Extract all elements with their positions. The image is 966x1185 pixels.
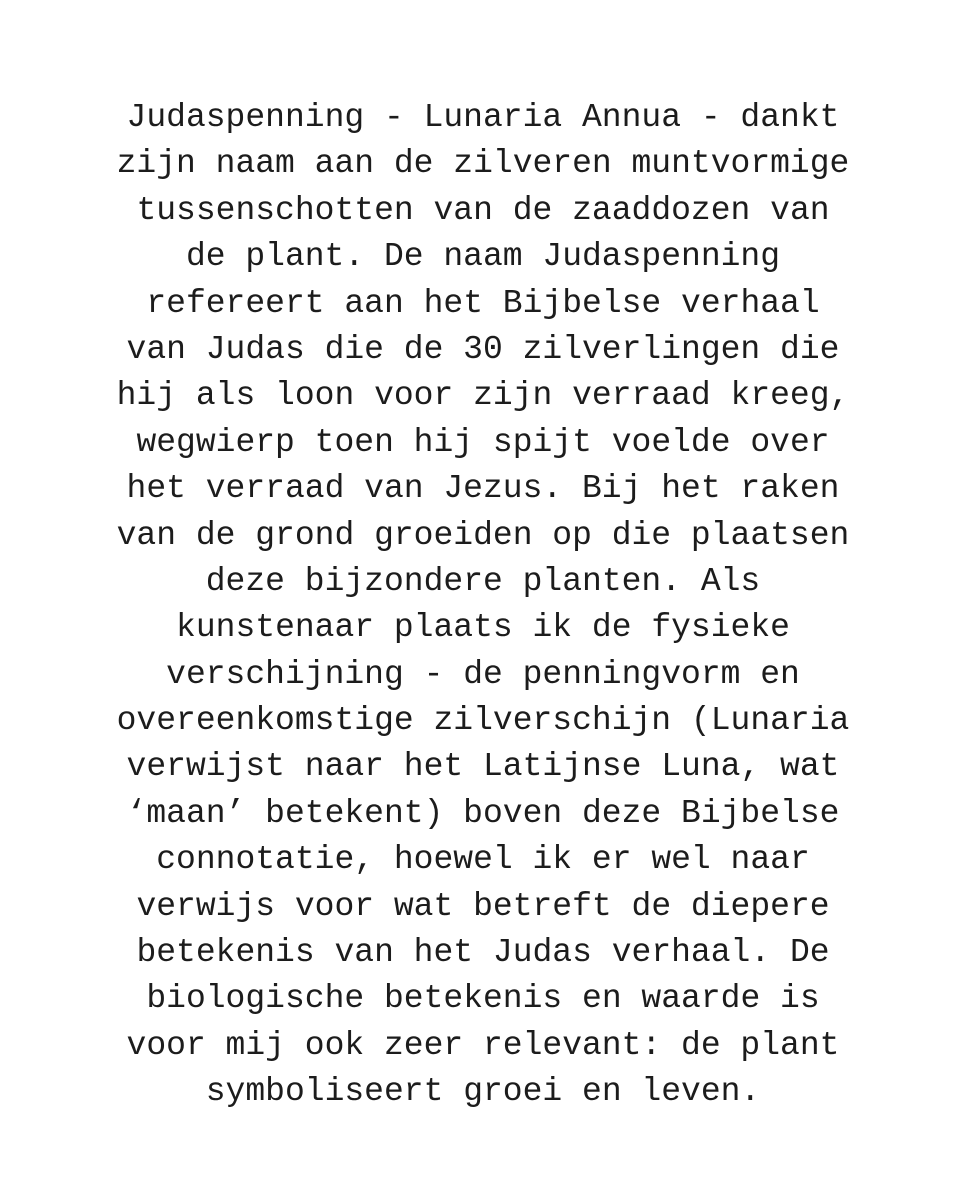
- text-line-9: het verraad van Jezus. Bij het raken: [126, 470, 840, 508]
- text-line-8: wegwierp toen hij spijt voelde over: [136, 423, 830, 461]
- text-line-15: verwijst naar het Latijnse Luna, wat: [126, 748, 840, 786]
- text-line-17: connotatie, hoewel ik er wel naar: [156, 841, 810, 879]
- text-line-2: zijn naam aan de zilveren muntvormige: [116, 145, 850, 183]
- text-line-14: overeenkomstige zilverschijn (Lunaria: [116, 702, 850, 740]
- text-line-10: van de grond groeiden op die plaatsen: [116, 516, 850, 554]
- text-line-12: kunstenaar plaats ik de fysieke: [176, 609, 790, 647]
- text-line-21: voor mij ook zeer relevant: de plant: [126, 1026, 840, 1064]
- text-line-18: verwijs voor wat betreft de diepere: [136, 887, 830, 925]
- text-line-13: verschijning - de penningvorm en: [166, 655, 800, 693]
- text-line-16: ‘maan’ betekent) boven deze Bijbelse: [126, 794, 840, 832]
- text-line-1: Judaspenning - Lunaria Annua - dankt: [126, 99, 840, 136]
- text-line-6: van Judas die de 30 zilverlingen die: [126, 330, 840, 368]
- text-line-22: symboliseert groei en leven.: [205, 1073, 761, 1111]
- text-line-4: de plant. De naam Judaspenning: [185, 238, 781, 276]
- text-line-20: biologische betekenis en waarde is: [146, 980, 820, 1018]
- text-line-3: tussenschotten van de zaaddozen van: [136, 191, 830, 229]
- body-text: [0, 95, 966, 1116]
- text-line-5: refereert aan het Bijbelse verhaal: [146, 284, 820, 322]
- text-line-7: hij als loon voor zijn verraad kreeg,: [116, 377, 850, 415]
- text-line-11: deze bijzondere planten. Als: [205, 562, 761, 600]
- text-line-19: betekenis van het Judas verhaal. De: [136, 934, 830, 972]
